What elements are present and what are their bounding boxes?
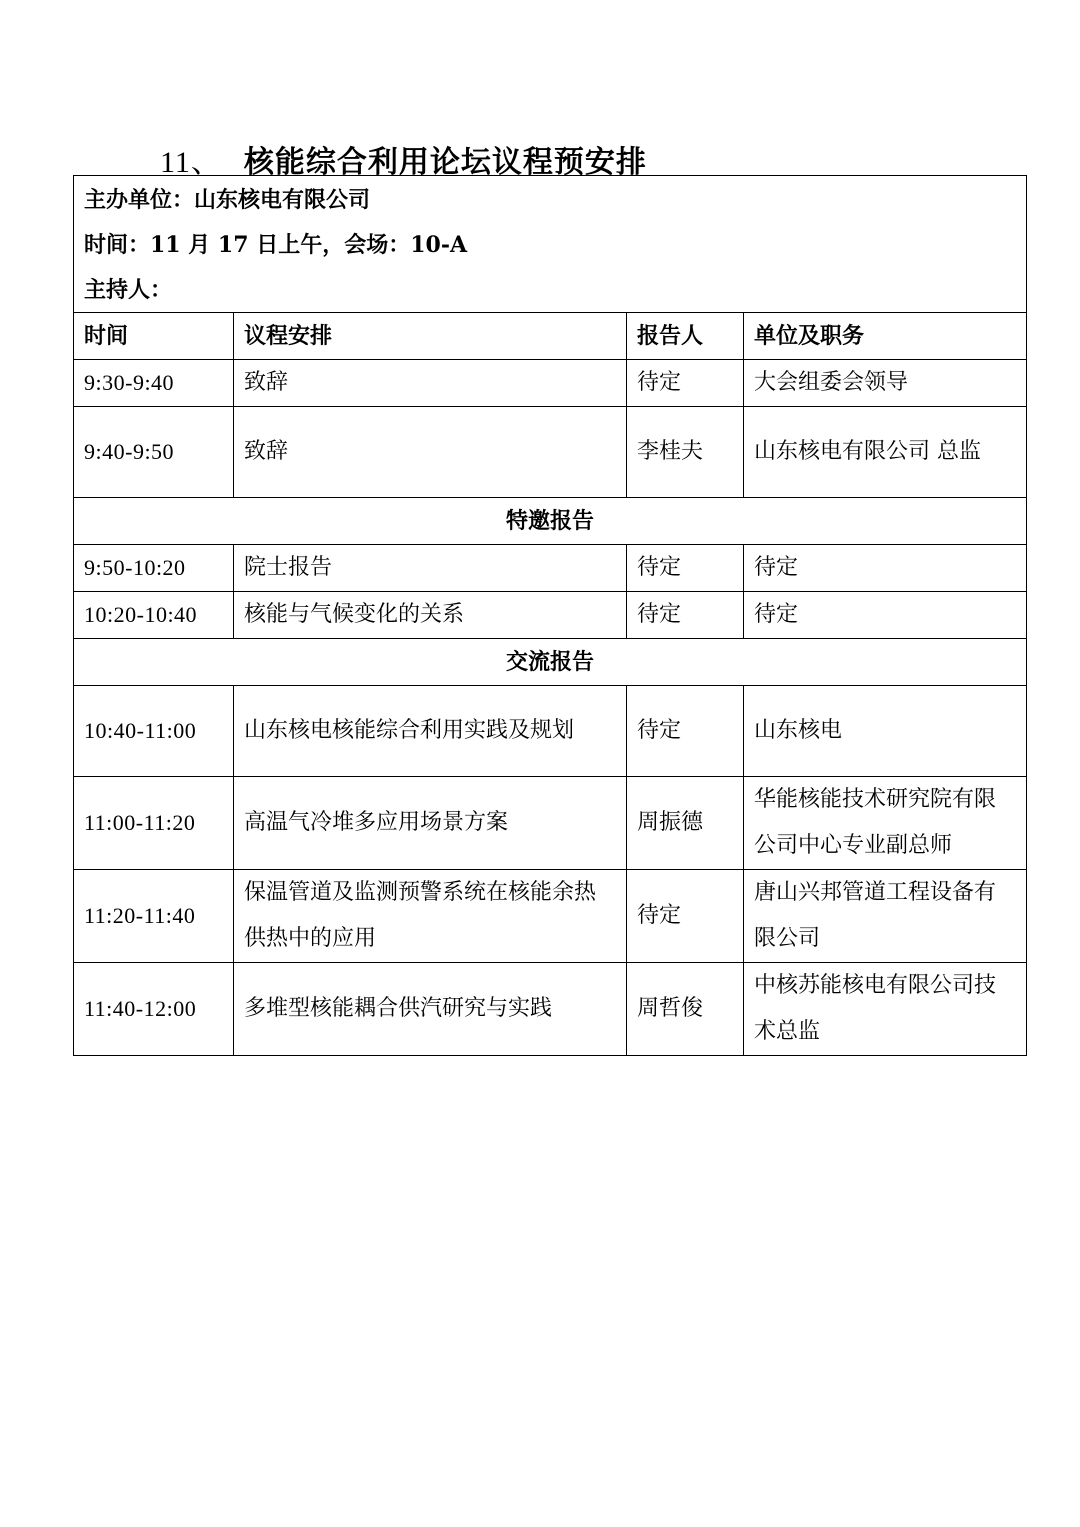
agenda-table <box>73 175 1027 1056</box>
title-text: 核能综合利用论坛议程预安排 <box>243 145 647 180</box>
row-speaker: 周哲俊 <box>627 963 744 1056</box>
row-position: 待定 <box>744 545 1027 592</box>
header-speaker: 报告人 <box>627 313 744 360</box>
table-row <box>74 963 1027 1056</box>
row-time: 9:50-10:20 <box>74 545 234 592</box>
row-position: 大会组委会领导 <box>744 360 1027 407</box>
row-agenda: 院士报告 <box>234 545 627 592</box>
row-speaker: 待定 <box>627 545 744 592</box>
row-time: 11:40-12:00 <box>74 963 234 1056</box>
row-agenda: 保温管道及监测预警系统在核能余热供热中的应用 <box>234 870 627 963</box>
row-agenda: 多堆型核能耦合供汽研究与实践 <box>234 963 627 1056</box>
row-speaker: 待定 <box>627 360 744 407</box>
table-row <box>74 407 1027 498</box>
row-agenda: 高温气冷堆多应用场景方案 <box>234 777 627 870</box>
header-agenda: 议程安排 <box>234 313 627 360</box>
row-position: 山东核电 <box>744 686 1027 777</box>
row-speaker: 周振德 <box>627 777 744 870</box>
section-title: 交流报告 <box>74 639 1027 686</box>
table-row <box>74 870 1027 963</box>
table-row <box>74 592 1027 639</box>
row-position: 唐山兴邦管道工程设备有限公司 <box>744 870 1027 963</box>
row-time: 10:40-11:00 <box>74 686 234 777</box>
row-time: 10:20-10:40 <box>74 592 234 639</box>
header-position: 单位及职务 <box>744 313 1027 360</box>
section-title: 特邀报告 <box>74 498 1027 545</box>
row-time: 9:40-9:50 <box>74 407 234 498</box>
row-time: 9:30-9:40 <box>74 360 234 407</box>
row-agenda: 山东核电核能综合利用实践及规划 <box>234 686 627 777</box>
header-row <box>74 313 1027 360</box>
row-time: 11:20-11:40 <box>74 870 234 963</box>
row-speaker: 李桂夫 <box>627 407 744 498</box>
time-venue-line: 时间：11 月 17 日上午，会场：10-A <box>84 231 468 258</box>
info-block <box>74 176 1027 313</box>
info-row <box>74 176 1027 313</box>
table-row <box>74 545 1027 592</box>
row-agenda: 致辞 <box>234 407 627 498</box>
row-agenda: 致辞 <box>234 360 627 407</box>
row-agenda: 核能与气候变化的关系 <box>234 592 627 639</box>
section-row <box>74 498 1027 545</box>
header-time: 时间 <box>74 313 234 360</box>
row-speaker: 待定 <box>627 592 744 639</box>
table-row <box>74 686 1027 777</box>
row-speaker: 待定 <box>627 870 744 963</box>
row-position: 华能核能技术研究院有限公司中心专业副总师 <box>744 777 1027 870</box>
title-number: 11、 <box>160 146 222 179</box>
row-time: 11:00-11:20 <box>74 777 234 870</box>
section-row <box>74 639 1027 686</box>
organizer-line: 主办单位：山东核电有限公司 <box>84 186 371 213</box>
host-line: 主持人： <box>84 276 173 303</box>
row-position: 中核苏能核电有限公司技术总监 <box>744 963 1027 1056</box>
table-row <box>74 777 1027 870</box>
row-position: 山东核电有限公司 总监 <box>744 407 1027 498</box>
row-speaker: 待定 <box>627 686 744 777</box>
row-position: 待定 <box>744 592 1027 639</box>
table-row <box>74 360 1027 407</box>
